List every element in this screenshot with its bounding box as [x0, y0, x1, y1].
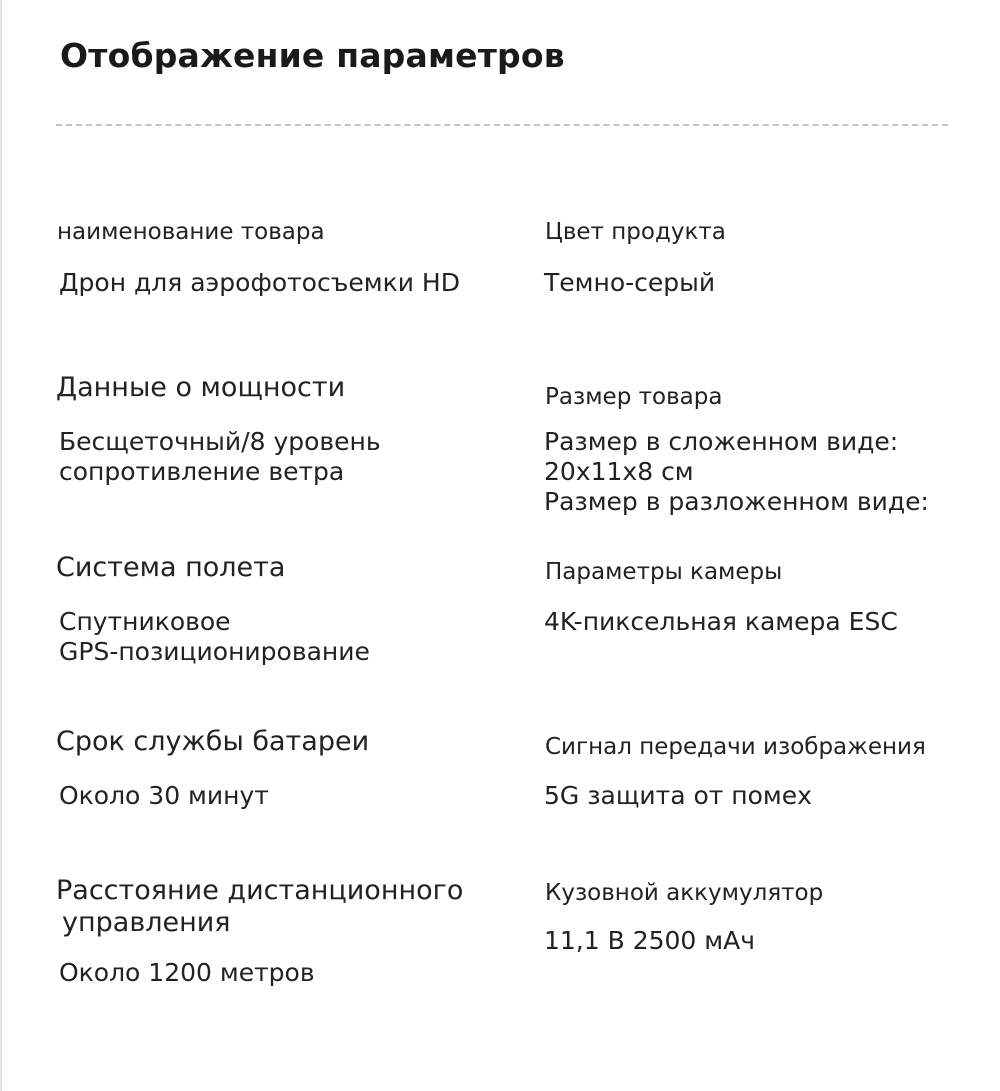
product-size-value-line1: Размер в сложенном виде:: [544, 427, 899, 456]
product-size-label: Размер товара: [545, 384, 723, 410]
camera-value: 4K-пиксельная камера ESC: [544, 607, 898, 636]
body-battery-value: 11,1 В 2500 мАч: [544, 926, 756, 955]
flight-system-value-line1: Спутниковое: [59, 607, 231, 636]
left-edge-line: [0, 0, 2, 1091]
remote-range-label-line1: Расстояние дистанционного: [56, 875, 464, 906]
image-signal-value: 5G защита от помех: [544, 781, 812, 810]
product-name-value: Дрон для аэрофотосъемки HD: [59, 268, 460, 297]
image-signal-label: Сигнал передачи изображения: [545, 734, 926, 760]
battery-life-label: Срок службы батареи: [56, 726, 370, 757]
product-size-value-line3: Размер в разложенном виде:: [544, 487, 929, 516]
body-battery-label: Кузовной аккумулятор: [545, 880, 824, 906]
power-label: Данные о мощности: [56, 372, 346, 403]
remote-range-label-line2: управления: [62, 907, 231, 938]
product-color-label: Цвет продукта: [545, 219, 726, 245]
flight-system-value-line2: GPS-позиционирование: [59, 637, 370, 666]
battery-life-value: Около 30 минут: [59, 781, 269, 810]
power-value-line1: Бесщеточный/8 уровень: [59, 427, 381, 456]
dashed-divider: [56, 124, 948, 126]
flight-system-label: Система полета: [56, 552, 286, 583]
camera-label: Параметры камеры: [545, 559, 783, 585]
product-name-label: наименование товара: [57, 219, 325, 245]
power-value-line2: сопротивление ветра: [59, 457, 345, 486]
remote-range-value: Около 1200 метров: [59, 958, 315, 987]
page-title: Отображение параметров: [60, 36, 565, 75]
product-color-value: Темно-серый: [544, 268, 716, 297]
product-size-value-line2: 20x11x8 см: [544, 457, 694, 486]
